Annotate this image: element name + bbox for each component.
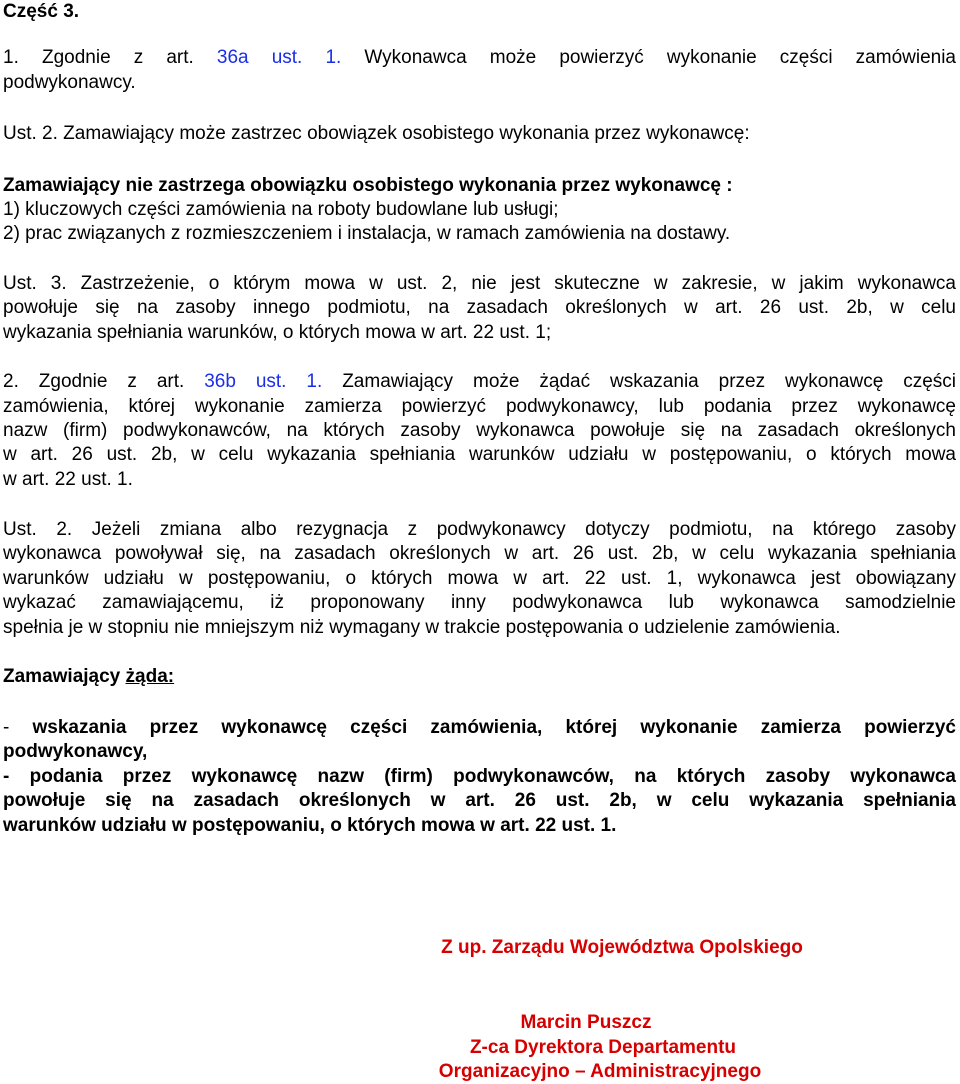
demand-item-2-line-1: - podania przez wykonawcę nazw (firm) podwykonawców, na których zasoby wykonawca bbox=[3, 766, 956, 787]
text-segment: Zamawiający bbox=[3, 666, 126, 687]
paragraph-5-line-3: nazw (firm) podwykonawców, na których zasoby wykonawca powołuje się na zasadach określonych bbox=[3, 420, 956, 441]
paragraph-4-line-2: powołuje się na zasoby innego podmiotu, na zasadach określonych w art. 26 ust. 2b, w celu bbox=[3, 297, 956, 318]
demand-label bbox=[3, 665, 956, 689]
demand-item-2-line-3: warunków udziału w postępowaniu, o których mowa w art. 22 ust. 1. bbox=[3, 815, 617, 836]
paragraph-2-line-1: Ust. 2. Zamawiający może zastrzec obowiązek osobistego wykonania przez wykonawcę: bbox=[3, 123, 750, 144]
signature-title-line-1: Z-ca Dyrektora Departamentu bbox=[469, 1037, 737, 1058]
paragraph-3-line-3: 2) prac związanych z rozmieszczeniem i instalacja, w ramach zamówienia na dostawy. bbox=[3, 223, 731, 244]
paragraph-6-line-3: warunków udziału w postępowaniu, o których mowa w art. 22 ust. 1, wykonawca jest obowiązany bbox=[3, 568, 956, 589]
underlined-text: żąda: bbox=[125, 666, 175, 687]
article-reference: 36a ust. 1. bbox=[216, 47, 342, 68]
section-heading: Część 3. bbox=[3, 1, 80, 22]
paragraph-6-line-4: wykazać zamawiającemu, iż proponowany inny podwykonawca lub wykonawca samodzielnie bbox=[3, 592, 956, 613]
paragraph-1-line-2: podwykonawcy. bbox=[3, 72, 136, 93]
text-segment: 2. Zgodnie z art. bbox=[3, 371, 185, 392]
paragraph-5-line-4: w art. 26 ust. 2b, w celu wykazania spełniania warunków udziału w postępowaniu, o których mowa bbox=[3, 444, 956, 465]
paragraph-1-line-1 bbox=[3, 46, 956, 70]
demand-item-1-line-1 bbox=[3, 716, 956, 740]
demand-item-1-line-2: podwykonawcy, bbox=[3, 741, 148, 762]
article-reference: 36b ust. 1. bbox=[204, 371, 323, 392]
paragraph-5-line-5: w art. 22 ust. 1. bbox=[3, 469, 133, 490]
paragraph-3-line-2: 1) kluczowych części zamówienia na roboty budowlane lub usługi; bbox=[3, 199, 559, 220]
paragraph-6-line-5: spełnia je w stopniu nie mniejszym niż wymagany w trakcie postępowania o udzielenie zamówienia. bbox=[3, 617, 841, 638]
list-dash: - bbox=[3, 717, 33, 738]
signature-organization: Z up. Zarządu Województwa Opolskiego bbox=[441, 937, 803, 958]
text-segment: Zamawiający może żądać wskazania przez wykonawcę części bbox=[342, 371, 956, 392]
paragraph-6-line-1: Ust. 2. Jeżeli zmiana albo rezygnacja z podwykonawcy dotyczy podmiotu, na którego zasoby bbox=[3, 519, 956, 540]
text-segment: Zgodnie z art. bbox=[41, 47, 194, 68]
paragraph-6-line-2: wykonawca powoływał się, na zasadach określonych w art. 26 ust. 2b, w celu wykazania spełniania bbox=[3, 543, 956, 564]
paragraph-5-line-2: zamówienia, której wykonanie zamierza powierzyć podwykonawcy, lub podania przez wykonawcę bbox=[3, 396, 956, 417]
signature-name: Marcin Puszcz bbox=[520, 1012, 652, 1033]
signature-title-line-2: Organizacyjno – Administracyjnego bbox=[438, 1061, 762, 1082]
paragraph-5-line-1 bbox=[3, 370, 956, 394]
item-number: 1. bbox=[3, 47, 19, 68]
text-segment: wskazania przez wykonawcę części zamówienia, której wykonanie zamierza powierzyć bbox=[32, 717, 956, 738]
paragraph-4-line-1: Ust. 3. Zastrzeżenie, o którym mowa w ust. 2, nie jest skuteczne w zakresie, w jakim wykonawca bbox=[3, 273, 956, 294]
paragraph-3-line-1: Zamawiający nie zastrzega obowiązku osobistego wykonania przez wykonawcę : bbox=[3, 175, 733, 196]
paragraph-4-line-3: wykazania spełniania warunków, o których mowa w art. 22 ust. 1; bbox=[3, 322, 552, 343]
demand-item-2-line-2: powołuje się na zasadach określonych w art. 26 ust. 2b, w celu wykazania spełniania bbox=[3, 790, 956, 811]
text-segment: Wykonawca może powierzyć wykonanie części zamówienia bbox=[364, 47, 957, 68]
